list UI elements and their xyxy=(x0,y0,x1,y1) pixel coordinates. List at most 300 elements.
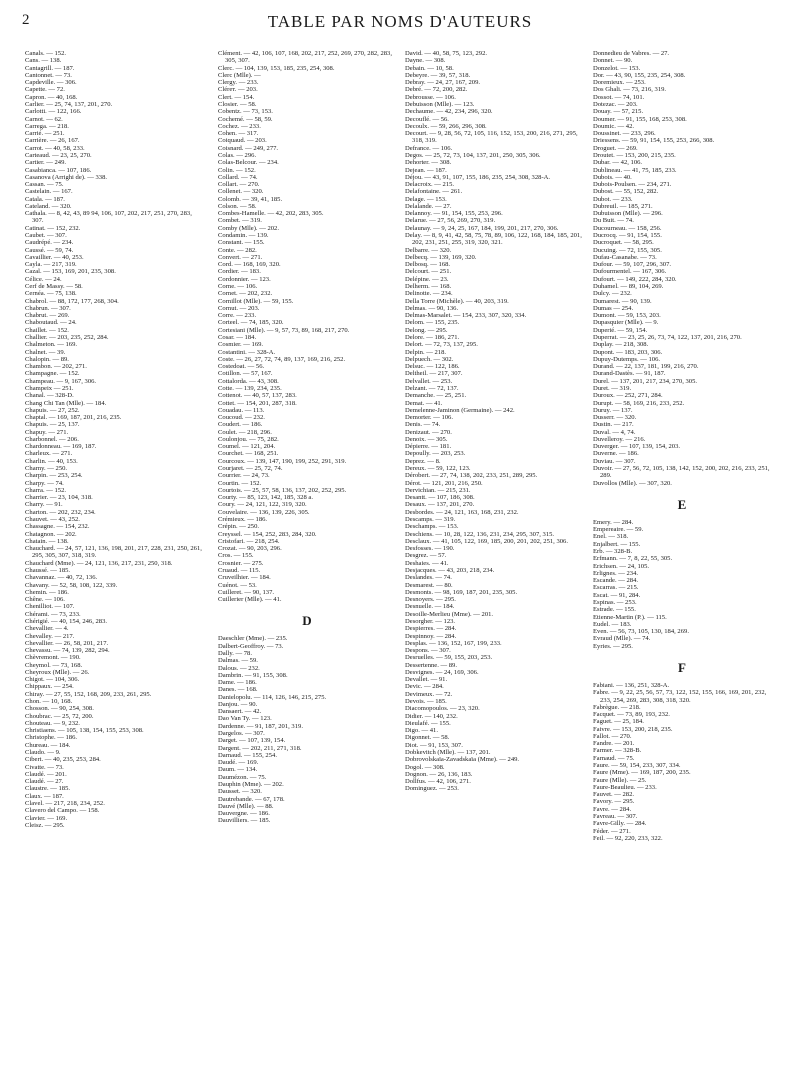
index-entry: Crosnier. — 275. xyxy=(218,559,264,567)
index-entry: Dieulafé. — 155. xyxy=(405,719,451,727)
index-entry: Demorter. — 106. xyxy=(405,414,453,422)
index-entry: Crozat. — 90, 203, 296. xyxy=(218,545,282,553)
index-entry: Ducuing. — 72, 155, 305. xyxy=(593,246,662,254)
index-entry: Delzant. — 72, 137. xyxy=(405,384,459,392)
index-entry: Cartier. — 249. xyxy=(25,159,67,167)
index-entry: Facquet. — 73, 89, 193, 232. xyxy=(593,711,670,719)
index-entry: Chon. — 10, 168. xyxy=(25,698,73,706)
index-entry: Diacomopoulos. — 23, 320. xyxy=(405,705,480,713)
index-entry: Dervichian. — 215, 231. xyxy=(405,486,471,494)
index-entry: Cateland. — 320. xyxy=(25,202,72,210)
index-entry: Cottenot. — 40, 57, 137, 283. xyxy=(218,392,297,400)
index-entry: Corne. — 106. xyxy=(218,283,258,290)
index-entry: Dayne. — 308. xyxy=(405,57,446,65)
index-entry: Déjou. — 43, 91, 107, 155, 186, 235, 254, 308, 328-A. xyxy=(405,173,551,181)
index-entry: Chapuy. — 271. xyxy=(25,428,69,436)
index-entry: Daeschler (Mme). — 235. xyxy=(218,635,288,643)
index-entry: Delbosq. — 168. xyxy=(405,261,451,269)
index-entry: Duplay. — 218, 308. xyxy=(593,341,649,349)
index-entry: Decoulx. — 59, 266, 296, 308. xyxy=(405,122,487,130)
index-entry: Durupt. — 58, 169, 216, 233, 252. xyxy=(593,399,685,407)
index-entry: Dotezac. — 203. xyxy=(593,100,638,108)
index-entry: Chatagnon. — 202. xyxy=(25,530,77,538)
index-entry: Chalmeton. — 169. xyxy=(25,341,78,349)
index-entry: Cochemé. — 58, 59. xyxy=(218,115,273,123)
index-entry: Cuillerier (Mlle). — 41. xyxy=(218,596,282,604)
index-entry: Cohen. — 317. xyxy=(218,130,259,138)
index-entry: Civatte. — 73. xyxy=(25,763,64,771)
index-entry: Colson. — 58. xyxy=(218,202,257,210)
index-entry: Delacroix. — 215. xyxy=(405,181,455,189)
section-letter: F xyxy=(678,659,686,675)
index-entry: Cottet. — 154, 201, 287, 318. xyxy=(218,399,297,407)
index-entry: Dérot. — 121, 201, 216, 250. xyxy=(405,479,483,487)
index-entry: Charny. — 250. xyxy=(25,465,68,473)
index-entry: Dupuy-Dutemps. — 106. xyxy=(593,355,661,363)
index-entry: Casabianca. — 107, 186. xyxy=(25,166,92,174)
section-letter: D xyxy=(302,613,312,629)
index-entry: Cernéa. — 75, 138. xyxy=(25,290,77,298)
index-entry: Cornet. — 202, 232. xyxy=(218,290,273,298)
index-entry: Charra. — 152. xyxy=(25,486,67,494)
index-entry: Chenilliot. — 107. xyxy=(25,603,75,611)
index-entry: Courty. — 85, 123, 142, 185, 328 a. xyxy=(218,494,313,502)
index-entry: Chippaux. — 254. xyxy=(25,683,74,691)
index-entry: Charlin. — 40, 153. xyxy=(25,457,78,465)
index-entry: Dufau-Casanabe. — 73. xyxy=(593,253,657,261)
index-entry: Delépine. — 23. xyxy=(405,275,449,283)
index-entry: Chèvremont. — 190. xyxy=(25,654,81,662)
index-entry: Cathala. — 8, 42, 43, 89 94, 106, 107, 202, 217, 251, 270, 283, 307. xyxy=(25,210,192,225)
index-entry: Costantini. — 328-A. xyxy=(218,348,276,356)
index-entry: Dufourt. — 149, 222, 284, 320. xyxy=(593,275,677,283)
index-entry: Chalopin. — 89. xyxy=(25,355,69,363)
index-entry: Darget. — 107, 139, 154. xyxy=(218,737,286,745)
index-entry: Chavany. — 52, 58, 108, 122, 339. xyxy=(25,581,118,589)
index-entry: Denis. — 74. xyxy=(405,421,441,429)
index-entry: Catala. — 187. xyxy=(25,195,65,203)
index-entry: Chaptal. — 169, 187, 201, 216, 235. xyxy=(25,414,122,422)
index-entry: Chaussé. — 185. xyxy=(25,566,71,574)
index-entry: Dehorter. — 308. xyxy=(405,159,452,167)
index-entry: Dally. — 78. xyxy=(218,649,253,657)
index-entry: Faivre. — 153, 200, 218, 235. xyxy=(593,725,673,733)
index-entry: Dogol. — 308. xyxy=(405,763,445,771)
index-entry: Dalous. — 232. xyxy=(218,664,260,672)
index-entry: Claudé. — 27. xyxy=(25,778,64,786)
index-entry: Chang Chi Tan (Mlle). — 184. xyxy=(25,399,107,407)
index-entry: Evraud (Mlle). — 74. xyxy=(593,635,651,643)
index-entry: Desbordes. — 24, 121, 163, 168, 231, 232. xyxy=(405,508,519,516)
index-entry: Convert. — 271. xyxy=(218,253,263,261)
index-entry: Cottalorda. — 43, 308. xyxy=(218,377,279,385)
index-entry: Decourt. — 9, 28, 56, 72, 105, 116, 152, 153, 200, 216, 271, 295, 318, 319. xyxy=(405,130,578,145)
index-entry: Delay. — 8, 9, 41, 42, 58, 75, 78, 89, 106, 122, 168, 184, 185, 201, 202, 231, 251, 255, 319, 320, 321. xyxy=(405,232,582,247)
index-entry: Duval. — 4, 74. xyxy=(593,428,636,436)
index-entry: Favreau. — 307. xyxy=(593,813,638,820)
index-entry: Collart. — 270. xyxy=(218,181,260,189)
index-entry: Coumel. — 121, 204. xyxy=(218,443,276,451)
index-entry: Chérami. — 73, 233. xyxy=(25,610,81,618)
index-entry: Claustre. — 185. xyxy=(25,785,71,793)
index-entry: Dechaume. — 42, 234, 296, 320. xyxy=(405,108,493,116)
index-entry: Dubot. — 233. xyxy=(593,195,633,203)
index-entry: Chiray. — 27, 55, 152, 168, 209, 233, 261, 295. xyxy=(25,690,152,698)
index-entry: Even. — 56, 73, 105, 130, 184, 269. xyxy=(593,628,689,636)
index-entry: Delcourt. — 251. xyxy=(405,268,452,276)
index-entry: Delherm. — 168. xyxy=(405,283,452,290)
index-entry: David. — 40, 58, 75, 123, 292. xyxy=(405,50,488,57)
index-entry: Creyssel. — 154, 252, 283, 284, 320. xyxy=(218,530,317,538)
index-entry: Chureau. — 184. xyxy=(25,741,71,749)
index-entry: Delpin. — 218. xyxy=(405,348,447,356)
index-entry: Courcoux. — 139, 147, 190, 199, 252, 291, 319. xyxy=(218,457,347,465)
index-entry: Clerc. — 104, 139, 153, 185, 235, 254, 308. xyxy=(218,64,335,72)
index-entry: Cuénot. — 53. xyxy=(218,581,257,589)
index-entry: Espinas. — 253. xyxy=(593,598,637,606)
index-entry: Chaillet. — 152. xyxy=(25,326,69,334)
index-entry: Cornillot (Mlle). — 59, 155. xyxy=(218,297,294,305)
index-entry: Droutet. — 153, 200, 215, 235. xyxy=(593,151,676,159)
index-entry: Catinat. — 152, 232. xyxy=(25,224,81,232)
index-entry: Clergy. — 233. xyxy=(218,79,259,87)
index-entry: Cruaud. — 115. xyxy=(218,566,261,574)
index-entry: Dargent. — 202, 211, 271, 318. xyxy=(218,744,302,752)
index-entry: Fallot. — 270. xyxy=(593,732,632,740)
index-entry: Carrega. — 218. xyxy=(25,122,69,130)
index-entry: Debray. — 24, 27, 167, 209. xyxy=(405,79,481,87)
index-entry: Dollfus. — 42, 106, 271. xyxy=(405,778,471,786)
index-entry: Corre. — 233. xyxy=(218,312,257,320)
index-entry: Dambrin. — 91, 155, 308. xyxy=(218,671,288,679)
index-entry: Chêne. — 106. xyxy=(25,596,65,604)
index-entry: Chanal. — 328-D. xyxy=(25,392,74,400)
index-entry: Daudé. — 169. xyxy=(218,759,259,767)
index-entry: Dupasquier (Mlle). — 9. xyxy=(593,319,659,327)
index-entry: Cheymol. — 73, 168. xyxy=(25,661,83,669)
index-entry: Carteaud. — 23, 25, 270. xyxy=(25,151,92,159)
index-entry: Despierres. — 284. xyxy=(405,625,457,633)
index-entry: Danes. — 168. xyxy=(218,686,258,694)
index-entry: Caussé. — 59, 74. xyxy=(25,246,74,254)
index-entry: Daum. — 134. xyxy=(218,766,258,774)
index-column-2 xyxy=(218,50,396,825)
index-entry: Chabrun. — 307. xyxy=(25,304,71,312)
index-entry: Dautrebande. — 67, 178. xyxy=(218,795,285,803)
index-entry: Erfmann. — 7, 8, 22, 55, 305. xyxy=(593,555,673,563)
index-entry: Casanova (Arrighi de). — 338. xyxy=(25,173,108,181)
index-entry: Delinotte. — 234. xyxy=(405,290,453,298)
index-entry: Chevalley. — 217. xyxy=(25,632,75,640)
index-entry: Delafontaine. — 261. xyxy=(405,188,463,196)
index-entry: Estrade. — 155. xyxy=(593,606,636,614)
index-entry: Faguet. — 25, 184. xyxy=(593,718,644,726)
index-entry: Christiaens. — 105, 138, 154, 155, 253, 308. xyxy=(25,727,144,735)
index-entry: Dessertenne. — 89. xyxy=(405,661,458,669)
index-entry: Courtin. — 152. xyxy=(218,479,262,487)
index-entry: Daumézon. — 75. xyxy=(218,773,267,781)
index-entry: Dubar. — 42, 106. xyxy=(593,159,643,167)
index-entry: Chaboutaud. — 24. xyxy=(25,319,77,327)
index-entry: Delarue. — 27, 56, 269, 270, 319. xyxy=(405,217,496,225)
index-entry: Féder. — 271. xyxy=(593,827,631,835)
index-entry: Dumont. — 59, 153, 203. xyxy=(593,312,661,320)
index-entry: Doussinet. — 233, 296. xyxy=(593,130,656,138)
index-entry: Deltheil. — 217, 307. xyxy=(405,370,463,378)
index-entry: Colas. — 296. xyxy=(218,151,257,159)
index-entry: Deslandes. — 74. xyxy=(405,574,452,582)
index-entry: Colin. — 152. xyxy=(218,166,256,174)
index-entry: Devic. — 284. xyxy=(405,683,444,691)
index-entry: Cordier. — 183. xyxy=(218,268,261,276)
index-entry: Coudert. — 186. xyxy=(218,421,263,429)
index-entry: Chauchard. — 24, 57, 121, 136, 198, 201, 217, 228, 231, 250, 261, 295, 305, 307, 318, 319. xyxy=(25,545,202,560)
index-entry: Dumas — 254. xyxy=(593,304,634,312)
index-entry: Fauvet. — 282. xyxy=(593,791,635,799)
index-column-1 xyxy=(25,50,203,829)
index-entry: Danjou. — 90. xyxy=(218,700,258,708)
index-entry: Desmonts. — 98, 169, 187, 201, 235, 305. xyxy=(405,588,518,596)
index-entry: Cans. — 138. xyxy=(25,57,62,65)
index-entry: Dausset. — 320. xyxy=(218,788,262,796)
index-entry: Farmer. — 328-B. xyxy=(593,747,642,755)
index-entry: Clavel. — 217, 218, 234, 252. xyxy=(25,799,105,807)
index-entry: Despinnoy. — 284. xyxy=(405,632,457,640)
index-entry: Chouteau. — 9, 232. xyxy=(25,719,80,727)
index-entry: Eudel. — 183. xyxy=(593,620,632,628)
index-entry: Chabrol. — 88, 172, 177, 268, 304. xyxy=(25,297,119,305)
index-entry: Cazal. — 153, 169, 201, 235, 308. xyxy=(25,268,116,276)
index-entry: Cantagrill. — 187. xyxy=(25,64,75,72)
index-entry: Escande. — 284. xyxy=(593,577,639,585)
index-entry: Duverne. — 186. xyxy=(593,450,639,458)
index-entry: Corteel. — 74, 185, 320. xyxy=(218,319,284,327)
index-entry: Desorgher. — 123. xyxy=(405,617,456,625)
index-entry: Depoully. — 203, 253. xyxy=(405,450,466,458)
index-entry: Dognon. — 26, 136, 183. xyxy=(405,770,473,778)
index-entry: Claux. — 187. xyxy=(25,792,64,800)
index-entry: Canals. — 152. xyxy=(25,50,67,57)
index-entry: Colomb. — 39, 41, 185. xyxy=(218,195,283,203)
index-entry: Cayla. — 217, 319. xyxy=(25,261,77,269)
index-entry: Dargelos. — 307. xyxy=(218,730,265,738)
index-entry: Desoille-Merlieu (Mme). — 201. xyxy=(405,610,494,618)
index-entry: Digonnet. — 58. xyxy=(405,734,450,742)
index-entry: Digo. — 41. xyxy=(405,727,438,735)
index-entry: Coucoud. — 232. xyxy=(218,414,265,422)
index-entry: Fandre. — 201. xyxy=(593,740,635,748)
index-entry: Cosar. — 184. xyxy=(218,333,257,341)
index-entry: Chardonneau. — 169, 187. xyxy=(25,443,97,451)
index-entry: Eyries. — 295. xyxy=(593,642,633,650)
index-entry: Cristofari. — 218, 254. xyxy=(218,537,280,545)
index-entry: Capette. — 72. xyxy=(25,86,65,94)
index-entry: Desplas. — 136, 152, 167, 199, 233. xyxy=(405,639,502,647)
index-entry: Driessens. — 59, 91, 154, 155, 253, 266, 308. xyxy=(593,137,715,145)
index-entry: Dalbert-Geoffroy. — 73. xyxy=(218,642,284,650)
index-entry: Crépin. — 250. xyxy=(218,523,260,531)
index-entry: Dufourmentel. — 167, 306. xyxy=(593,268,667,276)
index-entry: Dérobert. — 27, 74, 138, 202, 233, 251, 289, 295. xyxy=(405,472,538,480)
index-entry: Desaux. — 137, 201, 270. xyxy=(405,501,475,509)
index-entry: Emery. — 284. xyxy=(593,518,634,526)
index-entry: Diot. — 91, 153, 307. xyxy=(405,741,463,749)
index-entry: Chosson. — 90, 254, 308. xyxy=(25,705,94,713)
index-entry: Dansaert. — 42. xyxy=(218,708,262,716)
index-entry: Dominguez. — 253. xyxy=(405,785,459,793)
index-entry: Dulcy. — 232. xyxy=(593,290,632,298)
index-entry: Demelenne-Jaminon (Germaine). — 242. xyxy=(405,406,515,414)
index-entry: Debeyre. — 39, 57, 318. xyxy=(405,71,471,79)
index-entry: Cotte. — 139, 234, 235. xyxy=(218,384,282,392)
index-entry: Duvoir. — 27, 56, 72, 105, 138, 142, 152, 200, 202, 216, 233, 251, 289. xyxy=(593,465,770,480)
index-entry: Dufour. — 59, 107, 296, 307. xyxy=(593,261,672,269)
index-entry: Duperrat. — 23, 25, 26, 73, 74, 122, 137, 201, 216, 270. xyxy=(593,333,742,341)
index-entry: Carnot. — 62. xyxy=(25,115,63,123)
index-entry: Coulonjou. — 75, 282. xyxy=(218,435,279,443)
index-entry: Capron. — 40, 168. xyxy=(25,93,78,101)
index-entry: Claudé. — 201. xyxy=(25,770,67,778)
index-entry: Dobrovolskaïa-Zavadskaïa (Mme). — 249. xyxy=(405,756,520,764)
index-entry: Dauvilliers. — 185. xyxy=(218,817,271,825)
index-entry: Clavero del Campo. — 158. xyxy=(25,807,100,815)
index-entry: Chapuis. — 25, 137. xyxy=(25,421,80,429)
index-entry: Cibert. — 40, 235, 253, 284. xyxy=(25,756,101,764)
index-entry: Challier. — 203, 235, 252, 284. xyxy=(25,333,109,341)
index-entry: Doumer. — 91, 155, 168, 253, 308. xyxy=(593,115,687,123)
index-entry: Cobentz. — 73, 153. xyxy=(218,108,273,116)
index-entry: Coulet. — 218, 296. xyxy=(218,428,272,436)
index-entry: Dumarest. — 90, 139. xyxy=(593,297,652,305)
index-entry: Durand. — 22, 137, 181, 199, 216, 270. xyxy=(593,363,699,371)
index-entry: Charpy. — 74. xyxy=(25,479,64,487)
index-entry: Dereux. — 59, 122, 123. xyxy=(405,465,471,473)
index-entry: Donnedieu de Vabres. — 27. xyxy=(593,50,670,57)
index-entry: Etienne-Martin (P.). — 115. xyxy=(593,613,667,621)
index-entry: Duruy. — 137. xyxy=(593,406,633,414)
index-entry: Ducroquet. — 58, 295. xyxy=(593,239,654,247)
index-entry: Desruelles. — 59, 155, 203, 253. xyxy=(405,654,493,662)
index-entry: Darnaud. — 155, 254. xyxy=(218,751,277,759)
index-entry: Charbonnel. — 206. xyxy=(25,435,79,443)
index-entry: Courchet. — 168, 251. xyxy=(218,450,279,458)
index-entry: Escarras. — 215. xyxy=(593,584,639,592)
index-entry: Chatain. — 138. xyxy=(25,537,69,545)
index-entry: Collard. — 74. xyxy=(218,173,258,181)
index-entry: Constant. — 155. xyxy=(218,239,265,247)
index-entry: Feil. — 92, 220, 233, 322. xyxy=(593,834,663,842)
index-entry: Delmas-Marsalet. — 154, 233, 307, 320, 334. xyxy=(405,312,527,320)
index-entry: Charleux. — 271. xyxy=(25,450,73,458)
index-entry: Cortesiani (Mlle). — 9, 57, 73, 89, 168, 217, 270. xyxy=(218,326,350,334)
index-entry: Cord. — 168, 169, 320. xyxy=(218,261,281,269)
index-entry: Fabre. — 9, 22, 25, 56, 57, 73, 122, 152, 155, 166, 169, 201, 232, 233, 254, 269, 283, 308, 318, 320. xyxy=(593,689,767,704)
index-entry: Desantt. — 107, 186, 308. xyxy=(405,494,475,502)
index-entry: Faure-Beaulieu. — 233. xyxy=(593,783,657,791)
index-entry: Delmas. — 90, 136. xyxy=(405,304,459,312)
index-entry: Courrier. — 24, 73. xyxy=(218,472,270,480)
index-entry: Doremieux. — 253. xyxy=(593,79,646,87)
index-entry: Debain. — 10, 58. xyxy=(405,64,454,72)
index-entry: Desgrez. — 57. xyxy=(405,552,447,560)
index-entry: Costedoat. — 56. xyxy=(218,363,265,371)
index-entry: Chigot. — 104, 306. xyxy=(25,676,80,684)
index-entry: Delage. — 153. xyxy=(405,195,447,203)
index-entry: Chemin. — 186. xyxy=(25,588,69,596)
index-column-3 xyxy=(405,50,583,793)
index-entry: Delalande. — 27. xyxy=(405,202,452,210)
index-entry: Debuisson (Mlle). — 123. xyxy=(405,100,475,108)
index-entry: Desjacques. — 43, 203, 218, 234. xyxy=(405,566,495,574)
index-entry: Enjalbert. — 155. xyxy=(593,540,641,548)
index-entry: Dauvé (Mlle). — 88. xyxy=(218,802,274,810)
index-entry: Coste. — 26, 27, 72, 74, 89, 137, 169, 216, 252. xyxy=(218,355,346,363)
index-entry: Delom. — 155, 235. xyxy=(405,319,460,327)
index-entry: Degos. — 25, 72, 73, 104, 137, 201, 250, 305, 306. xyxy=(405,151,541,159)
index-entry: Ducrocq. — 91, 154, 155. xyxy=(593,232,662,240)
index-entry: Dubuisson (Mlle). — 296. xyxy=(593,210,663,218)
index-entry: Clavier. — 169. xyxy=(25,814,68,822)
index-entry: Chambon. — 202, 271. xyxy=(25,363,87,371)
index-entry: Couvelaire. — 136, 139, 226, 305. xyxy=(218,508,310,516)
index-entry: Chevallier. — 4. xyxy=(25,625,69,633)
index-entry: Cotillon. — 57, 167. xyxy=(218,370,273,378)
index-entry: Denizaut. — 270. xyxy=(405,428,452,436)
index-entry: Delvallet. — 253. xyxy=(405,377,453,385)
index-entry: Dobkevitch (Mlle). — 137, 201. xyxy=(405,749,491,756)
index-entry: Célice. — 24. xyxy=(25,275,62,283)
index-entry: Descamps. — 319. xyxy=(405,516,456,523)
index-entry: Dubois-Poulsen. — 234, 271. xyxy=(593,181,672,189)
index-entry: Deschamps. — 153. xyxy=(405,523,459,531)
index-entry: Faure (Mme). — 169, 187, 200, 235. xyxy=(593,769,691,777)
index-entry: Cordonnier. — 123. xyxy=(218,275,271,283)
index-entry: Della Torre (Michèle). — 40, 203, 319. xyxy=(405,297,509,305)
index-entry: Dubois. — 40. xyxy=(593,173,632,181)
index-entry: Charry. — 91. xyxy=(25,501,63,509)
index-entry: Droguet. — 269. xyxy=(593,144,638,152)
index-entry: Dustin. — 217. xyxy=(593,421,634,429)
index-entry: Decouflé. — 56. xyxy=(405,115,449,123)
index-entry: Courjaret. — 25, 72, 74. xyxy=(218,465,283,473)
index-entry: Colas-Belcour. — 234. xyxy=(218,159,279,167)
index-entry: Ducourneau. — 158, 256. xyxy=(593,224,662,232)
index-entry: Dublineau. — 41, 75, 185, 233. xyxy=(593,166,677,174)
index-entry: Cleisz. — 295. xyxy=(25,821,65,829)
index-entry: Farnaud. — 75. xyxy=(593,754,635,762)
index-entry: Conte. — 282. xyxy=(218,246,257,254)
index-entry: Christophe. — 186. xyxy=(25,734,78,742)
index-entry: Condamin. — 139. xyxy=(218,232,269,240)
index-entry: Cornut. — 203. xyxy=(218,304,260,312)
page-title: TABLE PAR NOMS D'AUTEURS xyxy=(267,12,533,31)
index-entry: Chassagne. — 154, 232. xyxy=(25,523,90,531)
index-entry: Claudo. — 9. xyxy=(25,749,61,756)
index-entry: Delort. — 72, 73, 137, 295. xyxy=(405,341,478,349)
index-entry: Chapuis. — 27, 252. xyxy=(25,406,80,414)
index-entry: Chabrut. — 269. xyxy=(25,312,70,320)
page-number: 2 xyxy=(22,12,30,28)
index-entry: Defrance. — 106. xyxy=(405,144,453,152)
index-entry: Escat. — 91, 284. xyxy=(593,591,641,599)
index-entry: Couadau. — 113. xyxy=(218,406,265,414)
index-entry: Clément. — 42, 106, 107, 168, 202, 217, 252, 269, 270, 282, 283, 305, 307. xyxy=(218,50,392,65)
index-entry: Favre. — 284. xyxy=(593,805,632,813)
index-entry: Duvelleroy. — 216. xyxy=(593,435,646,443)
index-entry: Collenet. — 320. xyxy=(218,188,264,196)
index-entry: Clerc (Mlle). — xyxy=(218,71,261,79)
index-entry: Delbecq. — 139, 169, 320. xyxy=(405,253,477,261)
